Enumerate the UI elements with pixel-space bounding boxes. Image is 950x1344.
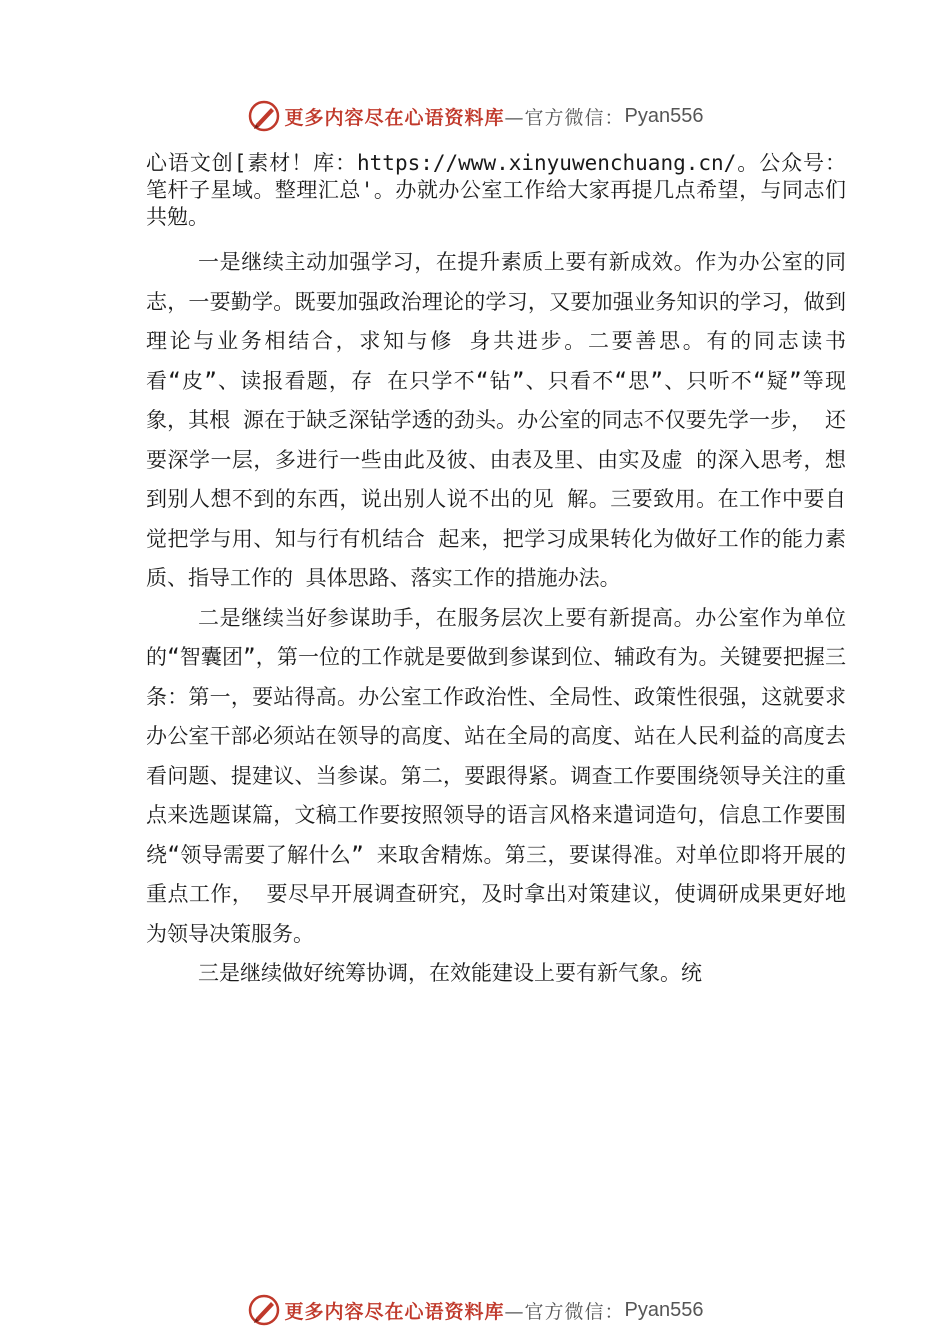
pen-logo-icon [247,1293,281,1327]
footer-banner [0,1290,950,1330]
paragraph-coordination: 三是继续做好统筹协调，在效能建设上要有新气象。统 [198,961,702,985]
footer-slogan: 更多内容尽在心语资料库 [284,1300,505,1323]
paragraph-study: 一是继续主动加强学习，在提升素质上要有新成效。作为办公室的同志，一要勤学。既要加强政治理论的学习，又要加强业务知识的学习，做到理论与业务相结合，求知与修 身共进步。二要善思。有的同志读书看“皮”、读报看题，存 在只学不“钻”、只看不“思”、只听不“疑”等现象，其根 源在于缺乏深钻学透的劲头。办公室的同志不仅要先学一步， 还要深学一层，多进行一些由此及彼、由表及里、由实及虚 的深入思考，想到别人想不到的东西，说出别人说不出的见 解。三要致用。在工作中要自觉把学与用、知与行有机结合 起来，把学习成果转化为做好工作的能力素质、指导工作的 具体思路、落实工作的措施办法。 [146,250,846,590]
footer-wechat-label: —官方微信： [504,1300,625,1323]
header-banner [0,96,950,136]
banner-slogan: 更多内容尽在心语资料库 [284,106,505,129]
paragraph-intro: 心语文创[素材！库：https://www.xinyuwenchuang.cn/。公众号：笔杆子星域。整理汇总'。办就办公室工作给大家再提几点希望，与同志们共勉。 [146,151,846,229]
pen-logo-icon [247,99,281,133]
paragraph-advisor: 二是继续当好参谋助手，在服务层次上要有新提高。办公室作为单位的“智囊团”，第一位的工作就是要做到参谋到位、辅政有为。关键要把握三条：第一，要站得高。办公室工作政治性、全局性、政策性很强，这就要求办公室干部必须站在领导的高度、站在全局的高度、站在人民利益的高度去看问题、提建议、当参谋。第二，要跟得紧。调查工作要围绕领导关注的重点来选题谋篇，文稿工作要按照领导的语言风格来遣词造句，信息工作要围绕“领导需要了解什么” 来取舍精炼。第三，要谋得准。对单位即将开展的重点工作， 要尽早开展调查研究，及时拿出对策建议，使调研成果更好地为领导决策服务。 [146,605,846,946]
document-body [146,150,846,994]
footer-wechat-id: Pyan556 [624,1298,704,1321]
banner-wechat-id: Pyan556 [624,104,704,127]
banner-wechat-label: —官方微信： [504,106,625,129]
